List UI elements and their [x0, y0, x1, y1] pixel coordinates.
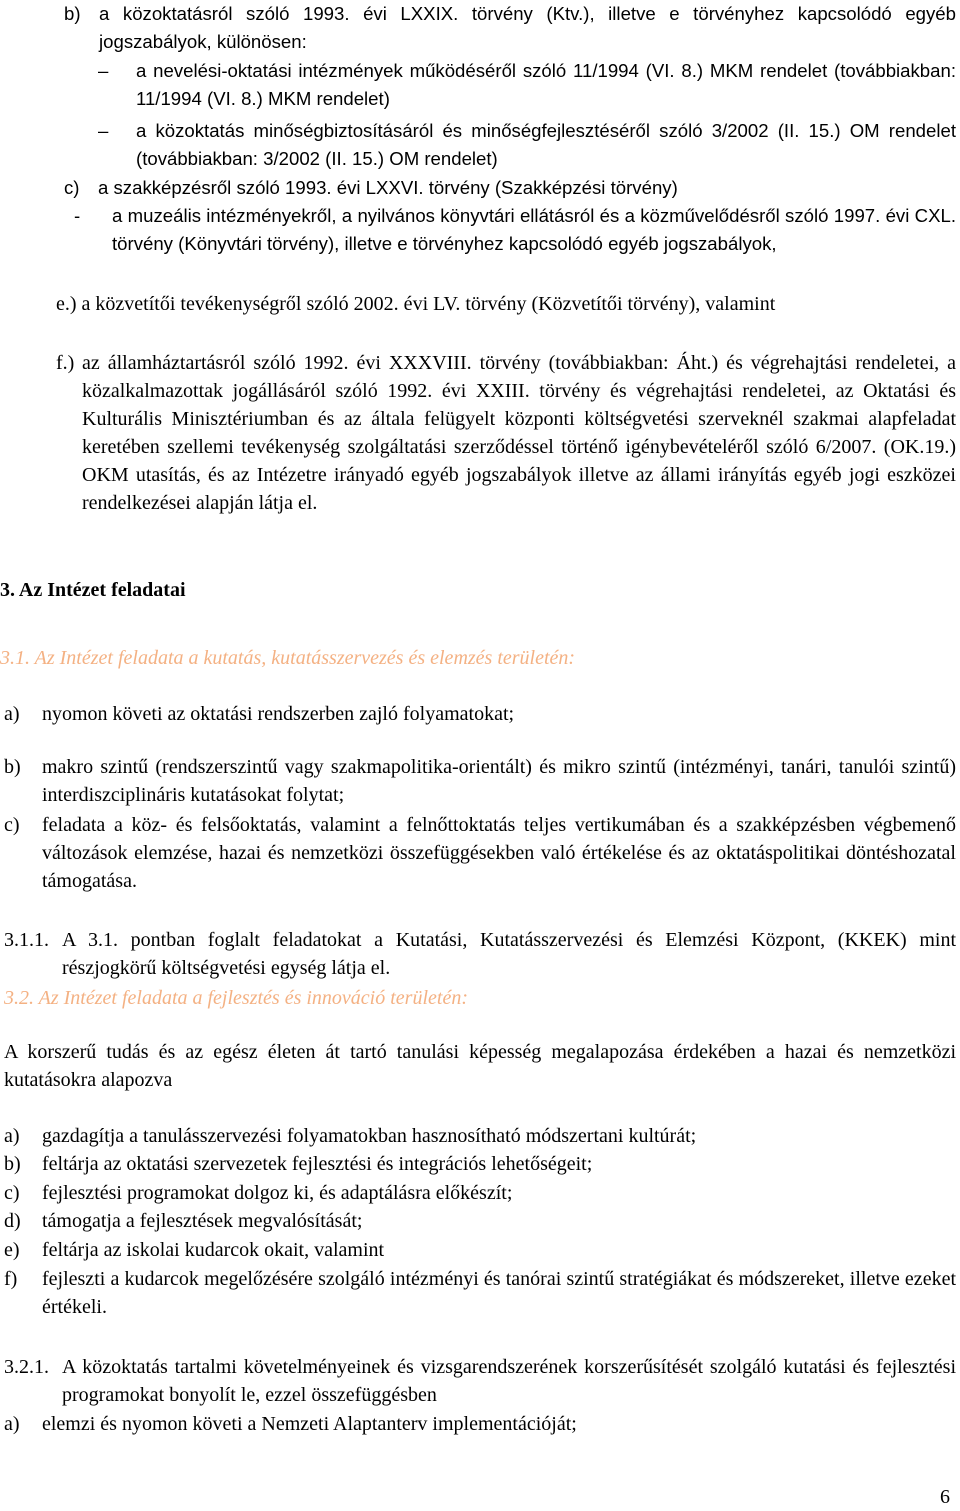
list-item [4, 753, 956, 809]
item-text: a közoktatásról szóló 1993. évi LXXIX. törvény (Ktv.), illetve e törvényhez kapcsolódó egyéb jogszabályok, különösen: [99, 3, 956, 52]
numbered-paragraph [4, 926, 956, 982]
item-text: a szakképzésről szóló 1993. évi LXXVI. törvény (Szakképzési törvény) [98, 177, 678, 198]
item-text: az államháztartásról szóló 1992. évi XXXVIII. törvény (továbbiakban: Áht.) és végrehajtási rendeletei, a közalkalmazottak jogállásáról szóló 1992. évi XXIII. törvény és végrehajtási rendeletei, az Oktatási és Kulturális Minisztériumban és az általa felügyelt központi költségvetési szerveknél szakmai alapfeladat keretében szellemi tevékenység szolgáltatási szerződéssel történő igénybevételéről szóló 6/2007. (OK.19.) OKM utasítás, és az Intézetre irányadó egyéb jogszabályok illetve az állami irányítás egyéb jogi eszközei rendelkezései alapján látja el. [82, 352, 956, 514]
list-item [4, 700, 956, 728]
item-text: fejlesztési programokat dolgoz ki, és adaptálásra előkészít; [42, 1182, 513, 1204]
item-text: elemzi és nyomon követi a Nemzeti Alaptanterv implementációját; [42, 1413, 577, 1435]
item-label: e) [4, 1239, 20, 1261]
paragraph-number: 3.2.1. [4, 1356, 49, 1378]
item-label: d) [4, 1210, 21, 1232]
item-text: feltárja az iskolai kudarcok okait, valamint [42, 1239, 385, 1261]
numbered-paragraph [4, 1353, 956, 1409]
paragraph-number: 3.1.1. [4, 929, 49, 951]
subsection-heading: 3.2. Az Intézet feladata a fejlesztés és innováció területén: [4, 987, 468, 1009]
item-text: a közoktatás minőségbiztosításáról és minőségfejlesztéséről szóló 3/2002 (II. 15.) OM rendelet (továbbiakban: 3/2002 (II. 15.) OM rendelet) [136, 120, 956, 169]
item-label: a) [4, 1125, 20, 1147]
item-label: a) [4, 703, 20, 725]
item-label: f) [4, 1268, 18, 1290]
item-text: a nevelési-oktatási intézmények működéséről szóló 11/1994 (VI. 8.) MKM rendelet (továbbiakban: 11/1994 (VI. 8.) MKM rendelet) [136, 60, 956, 109]
list-item-b [64, 0, 956, 56]
item-text: nyomon követi az oktatási rendszerben zajló folyamatokat; [42, 703, 515, 725]
item-label: f.) [56, 352, 75, 374]
subsection-heading: 3.1. Az Intézet feladata a kutatás, kutatásszervezés és elemzés területén: [0, 647, 576, 669]
dash-marker: – [98, 60, 109, 81]
list-item [4, 1265, 956, 1321]
item-text: gazdagítja a tanulásszervezési folyamatokban hasznosítható módszertani kultúrát; [42, 1125, 697, 1147]
item-label: e.) [56, 293, 77, 315]
dash-item [74, 202, 956, 258]
list-item [4, 1410, 956, 1438]
intro-paragraph: A korszerű tudás és az egész életen át tartó tanulási képesség megalapozása érdekében a hazai és nemzetközi kutatásokra alapozva [4, 1041, 956, 1091]
item-label: b) [4, 756, 21, 778]
item-text: támogatja a fejlesztések megvalósítását; [42, 1210, 363, 1232]
paragraph-text: A közoktatás tartalmi követelményeinek és vizsgarendszerének korszerűsítését szolgáló kutatási és fejlesztési programokat bonyolít le, ezzel összefüggésben [62, 1356, 956, 1406]
item-label: c) [64, 177, 80, 198]
item-text: feladata a köz- és felsőoktatás, valamint a felnőttoktatás teljes vertikumában és a szakképzésben végbemenő változások elemzése, hazai és nemzetközi összefüggésekben való értékelése és az oktatáspolitikai döntéshozatal támogatása. [42, 814, 956, 892]
list-item-c [64, 174, 956, 202]
item-text: a muzeális intézményekről, a nyilvános könyvtári ellátásról és a közművelődésről szóló 1997. évi CXL. törvény (Könyvtári törvény), illetve e törvényhez kapcsolódó egyéb jogszabályok, [112, 205, 956, 254]
item-text-content: a közvetítői tevékenységről szóló 2002. évi LV. törvény (Közvetítői törvény), valamint [81, 293, 776, 315]
item-text [56, 290, 956, 318]
paragraph-text: A 3.1. pontban foglalt feladatokat a Kutatási, Kutatásszervezési és Elemzési Központ, (KKEK) mint részjogkörű költségvetési egység látja el. [62, 929, 956, 979]
item-text: fejleszti a kudarcok megelőzésére szolgáló intézményi és tanórai szintű stratégiákat és módszereket, illetve ezeket értékeli. [42, 1268, 956, 1318]
item-label: c) [4, 1182, 20, 1204]
list-item [4, 1236, 956, 1264]
dash-item [98, 117, 956, 173]
item-label: c) [4, 814, 20, 836]
item-label: a) [4, 1413, 20, 1435]
section-heading: 3. Az Intézet feladatai [0, 579, 186, 601]
dash-marker: - [74, 205, 81, 226]
item-text: makro szintű (rendszerszintű vagy szakmapolitika-orientált) és mikro szintű (intézményi, tanári, tanulói szintű) interdiszciplináris kutatásokat folytat; [42, 756, 956, 806]
list-item [4, 1150, 956, 1178]
item-label: b) [64, 3, 81, 24]
list-item [4, 1179, 956, 1207]
dash-item [98, 57, 956, 113]
list-item [4, 811, 956, 895]
list-item-f [56, 349, 956, 517]
list-item [4, 1207, 956, 1235]
page-number: 6 [940, 1486, 950, 1508]
list-item [4, 1122, 956, 1150]
item-text: feltárja az oktatási szervezetek fejlesztési és integrációs lehetőségeit; [42, 1153, 593, 1175]
dash-marker: – [98, 120, 109, 141]
list-item-e [56, 290, 956, 318]
item-label: b) [4, 1153, 21, 1175]
